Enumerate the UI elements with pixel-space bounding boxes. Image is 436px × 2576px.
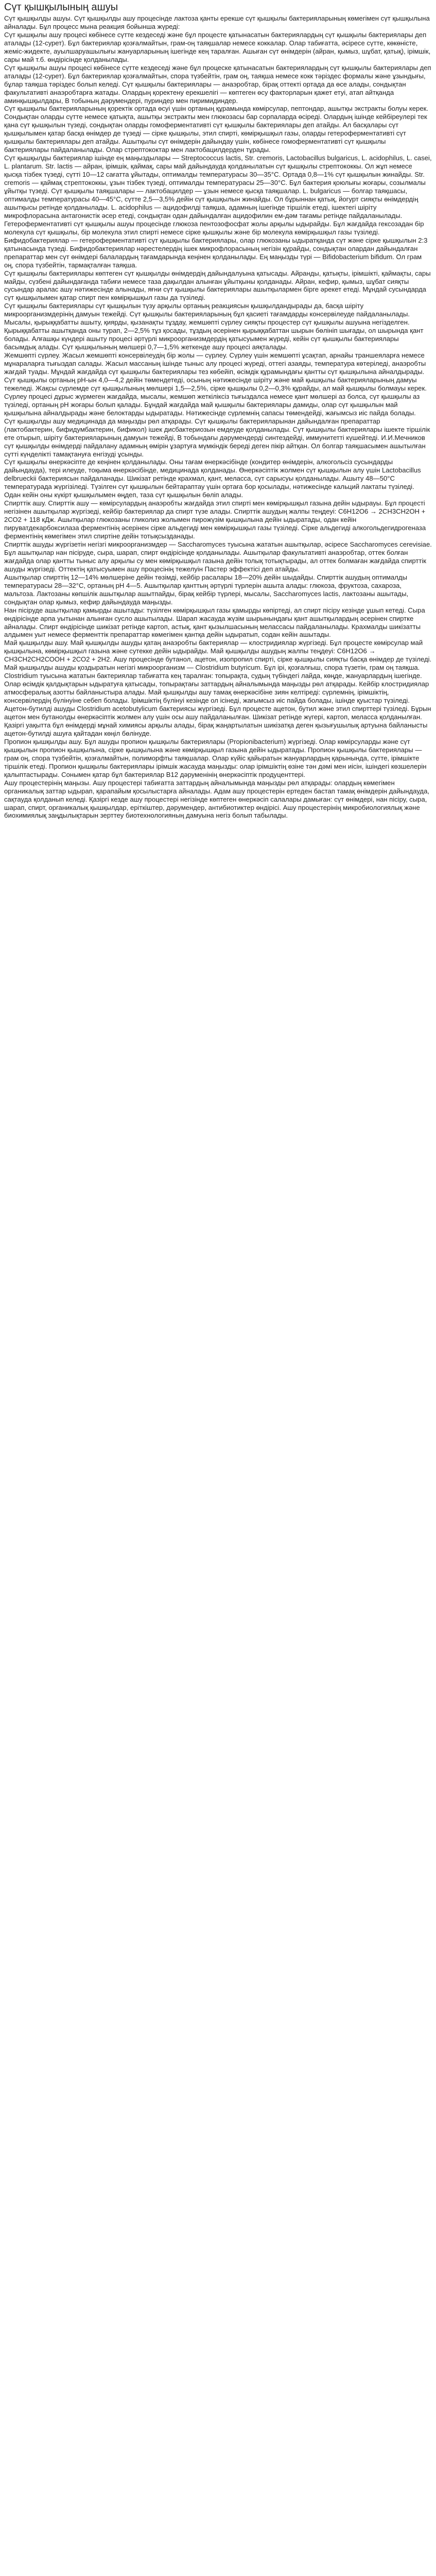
- paragraph: Сүт қышқылы бактериялары сүт қышқылын түзу арқылы ортаның реакциясын қышқылдандырады да, басқа шіріту микроорганизмдерінің дамуын тежейді. Сүт қышқылы бактерияларының бұл қасиеті тағамдарды консервілеуде пайдаланылады. Мысалы, қырыққабатты ашыту, қиярды, қызанақты тұздау, жемшөпті сүрлеу сияқты процестер сүт қышқылы ашуына негізделген. Қырыққабатты ашытқанда оны турап, 2—2,5% тұз қосады, тұздың әсерінен қырыққабаттан шырын бөлініп шығады, ол шырында қант болады. Алғашқы күндері ашыту процесі әртүрлі микроорганизмдердің қатысуымен жүреді, кейін сүт қышқылы бактериялары басымдық алады. Сүт қышқылының мөлшері 0,7—1,5% жеткенде ашу процесі аяқталады.: [4, 302, 424, 351]
- page-title: Сүт қышқылының ашуы: [4, 2, 118, 13]
- paragraph: Сүт қышқылды ашу медицинада да маңызды рөл атқарады. Сүт қышқылы бактерияларынан дайындалған препараттар (лактобактерин, бифидумбактерин, бификол) ішек дисбактериозын емдеуде қолданылады. Сүт қышқылы бактериялары ішекте тіршілік ете отырып, шіріту бактерияларының дамуын тежейді, В тобындағы дәрумендерді синтездейді, иммунитетті күшейтеді. И.И.Мечников сүт қышқылды өнімдерді пайдалану адамның өмірін ұзартуға мүмкіндік береді деген пікір айтқан. Ол болгар таяқшасымен ашытылған сүтті күнделікті тамақтануға енгізуді ұсынды.: [4, 417, 430, 458]
- article: [0, 0, 436, 820]
- paragraph: Сүт қышқылды бактериялар ішінде ең маңыздылары — Streptococcus lactis, Str. cremoris, Lactobacillus bulgaricus, L. acidophilus, L. casei, L. plantarum. Str. lactis — айран, ірімшік, қаймақ, сары май дайындауда қолданылатын сүт қышқылы стрептококкы. Ол жұп немесе қысқа тізбек түзеді, сүтті 10—12 сағатта ұйытады, оптималды температурасы 30—35°С. Ортада 0,8—1% сүт қышқылын жинайды. Str. cremoris — қаймақ стрептококкы, ұзын тізбек түзеді, оптималды температурасы 25—30°С. Бұл бактерия қоюлығы жоғары, созылмалы ұйытқы түзеді. Сүт қышқылы таяқшалары — лактобацилдер — ұзын немесе қысқа таяқшалар. L. bulgaricus — болгар таяқшасы, оптималды температурасы 40—45°С, сүтте 2,5—3,5% дейін сүт қышқылын жинайды. Ол бұрыннан қатық, йогурт сияқты өнімдердің ашытқысы ретінде қолданылады. L. acidophilus — ацидофилді таяқша, адамның ішегінде тіршілік етеді, ішектегі шіріту микрофлорасына антагонистік әсер етеді, сондықтан одан дайындалған ацидофилин ем-дәм тағамы ретінде пайдаланылады.: [4, 154, 432, 219]
- paragraph: Спирттік ашуды жүргізетін негізгі микроорганизмдер — Saccharomyces туысына жататын ашытқылар, әсіресе Saccharomyces cerevisiae. Бұл ашытқылар нан пісіруде, сыра, шарап, спирт өндірісінде қолданылады. Ашытқылар факультативті анаэробтар, оттек болған жағдайда олар қантты тыныс алу арқылы су мен көмірқышқыл газына дейін толық тотықтырады, ал оттек болмаған жағдайда спирттік ашуды жүргізеді. Оттектің қатысуымен ашу процесінің тежелуін Пастер эффектісі деп атайды.: [4, 540, 432, 573]
- paragraph: Ашу процестерінің маңызы. Ашу процестері табиғатта заттардың айналымында маңызды рөл атқарады: олардың көмегімен органикалық заттар ыдырап, қарапайым қосылыстарға айналады. Адам ашу процестерін ертеден бастап тамақ өнімдерін дайындауда, сақтауда қолданып келеді. Қазіргі кезде ашу процестері негізінде көптеген өнеркәсіп салалары дамыған: сүт өнімдері, нан пісіру, сыра, шарап, спирт, органикалық қышқылдар, еріткіштер, дәрумендер, антибиотиктер өндірісі. Ашу процестерінің микробиологиялық және биохимиялық заңдылықтарын зерттеу биотехнологияның дамуына негіз болып табылады.: [4, 778, 429, 820]
- paragraph: Сүт қышқылы ашуы процесі көбінесе сүтте кездеседі және бұл процеске қатынасатын бактериялардың сүт қышқылы бактериялары деп аталады (12-сурет). Бұл бактериялар қозғалмайтын, спора түзбейтін, грам оң, таяқша немесе кокк тәріздес формалы және ұзындығы, бұлар таяқша тәріздес болып келеді. Сүт қышқылы бактериялары — анаэробтар, бірақ оттекті ортада да өсе алады, сондықтан факультативті анаэробтарға жатады. Олардың қоректену ерекшелігі — көптеген өсу факторларын қажет етуі, атап айтқанда аминқышқылдары, В тобының дәрумендері, пуриндер мен пиримидиндер.: [4, 63, 431, 105]
- paragraph: Сүт қышқылы бактериялары көптеген сүт қышқылды өнімдердің дайындалуына қатысады. Айранды, қатықты, ірімшікті, қаймақты, сары майды, сүзбені дайындағанда табиғи немесе таза дақылдан алынған ұйытқыны қолданады. Айран, кефир, қымыз, шұбат сияқты сусындар аралас ашу нәтижесінде алынады, яғни сүт қышқылы бактериялары ашытқылармен бірге әрекет етеді. Мұндай сусындарда сүт қышқылымен қатар спирт пен көмірқышқыл газы да түзіледі.: [4, 269, 431, 302]
- paragraph: Спирттік ашу. Спирттік ашу — көмірсулардың анаэробты жағдайда этил спирті мен көмірқышқыл газына дейін ыдырауы. Бұл процесті негізінен ашытқылар жүргізеді, кейбір бактериялар да спирт түзе алады. Спирттік ашудың жалпы теңдеуі: С6Н12О6 → 2СН3СН2ОН + 2СО2 + 118 кДж. Ашытқылар глюкозаны гликолиз жолымен пирожүзім қышқылына дейін ыдыратады, одан кейін пируватдекарбоксилаза ферментінің әсерінен сірке альдегиді мен көмірқышқыл газы түзіледі. Сірке альдегиді алкогольдегидрогеназа ферментінің көмегімен этил спиртіне дейін тотықсызданады.: [4, 499, 426, 540]
- paragraph: Ацетон-бутилді ашуды Clostridium acetobutylicum бактериясы жүргізеді. Бұл процесте ацетон, бутил және этил спирттері түзіледі. Бұрын ацетон мен бутанолды өнеркәсіптік жолмен алу үшін осы ашу пайдаланылған. Шикізат ретінде жүгері, картоп, меласса қолданылған. Қазіргі уақытта бұл өнімдерді мұнай химиясы арқылы алады, бірақ жаңартылатын шикізатқа деген қызығушылық артуына байланысты ацетон-бутилді ашуға қайтадан көңіл бөлінуде.: [4, 705, 431, 737]
- article-body: [4, 14, 432, 820]
- paragraph: Май қышқылды ашу. Май қышқылды ашуды қатаң анаэробты бактериялар — клостридиялар жүргізеді. Бұл процесте көмірсулар май қышқылына, көмірқышқыл газына және сутекке дейін ыдырайды. Май қышқылды ашудың жалпы теңдеуі: С6Н12О6 → СН3СН2СН2СООН + 2СО2 + 2Н2. Ашу процесінде бутанол, ацетон, изопропил спирті, сірке қышқылы сияқты басқа өнімдер де түзіледі. Май қышқылды ашуды қоздыратын негізгі микроорганизм — Clostridium butyricum. Бұл ірі, қозғалғыш, спора түзетін, грам оң таяқша.: [4, 639, 432, 672]
- paragraph: Пропион қышқылды ашу. Бұл ашуды пропион қышқылы бактериялары (Propionibacterium) жүргізеді. Олар көмірсуларды және сүт қышқылын пропион қышқылына, сірке қышқылына және көмірқышқыл газына дейін ыдыратады. Пропион қышқылы бактериялары — грам оң, спора түзбейтін, қозғалмайтын, полиморфты таяқшалар. Олар күйіс қайыратын жануарлардың қарынында, сүтте, ірімшікте тіршілік етеді. Пропион қышқылы бактериялары ірімшік жасауда маңызды: олар ірімшіктің өзіне тән дәмі мен иісін, ішіндегі көзшелерін қалыптастырады. Сонымен қатар бұл бактериялар В12 дәруменінің өнеркәсіптік продуценттері.: [4, 737, 427, 778]
- paragraph: Сүт қышқылы ашу процесі көбінесе сүтте кездеседі және бұл процесте қатынасатын бактериялардың сүт қышқылы бактериялары деп аталады (12-сурет). Бұл бактериялар қозғалмайтын, грам-оң таяқшалар немесе коккалар. Олар табиғатта, әсіресе сүтте, көкөністе, жеміс-жидекте, ауылшаруашылығы жануарларының ішегінде кең таралған. Ашыған сүт өнімдерін (айран, қымыз, шұбат, қатық), ірімшік, сары май т.б. өндірісінде қолданылады.: [4, 30, 431, 63]
- paragraph: Сүрлеу процесі дұрыс жүрмеген жағдайда, мысалы, жемшөп жеткіліксіз тығыздалса немесе қант мөлшері аз болса, сүт қышқылы аз түзіледі, ортаның рН жоғары болып қалады. Бұндай жағдайда май қышқылы бактериялары дамиды, олар сүт қышқылын май қышқылына айналдырады және белоктарды ыдыратады. Нәтижесінде сүрлемнің сапасы төмендейді, жағымсыз иіс пайда болады.: [4, 392, 420, 417]
- paragraph: Сүт қышқылы бактерияларының қоректік ортада өсуі үшін ортаның құрамында көмірсулар, пептондар, ашытқы экстракты болуы керек. Сондықтан оларды сүтте немесе қатықта, ашытқы экстракты мен глюкозасы бар сорпаларда өсіреді. Олардың ішінде кейбіреулері тек қана сүт қышқылын түзеді, сондықтан оларды гомоферментативті сүт қышқылы бактериялары деп атайды. Ал басқалары сүт қышқылымен қатар басқа өнімдер де түзеді — сірке қышқылы, этил спирті, көмірқышқыл газы, оларды гетероферментативті сүт қышқылы бактериялары деп атайды. Ашытқылы сүт өнімдерін дайындау үшін, көбінесе гомоферментативті сүт қышқылы бактериялары пайдаланылады. Олар стрептококтар мен лактобацилдерден тұрады.: [4, 105, 428, 154]
- paragraph: Нан пісіруде ашытқылар қамырды ашытады: түзілген көмірқышқыл газы қамырды көпіртеді, ал спирт пісіру кезінде ұшып кетеді. Сыра өндірісінде арпа уытынан алынған сусло ашытылады. Шарап жасауда жүзім шырынындағы қант ашытқылардың әсерінен спиртке айналады. Спирт өндірісінде шикізат ретінде картоп, астық, қант қызылшасының мелассасы пайдаланылады. Крахмалды шикізатты алдымен уыт немесе ферменттік препараттар көмегімен қантқа дейін ыдыратып, содан кейін ашытады.: [4, 606, 425, 639]
- paragraph: Clostridium туысына жататын бактериялар табиғатта кең таралған: топырақта, судың түбіндегі лайда, көңде, жануарлардың ішегінде. Олар өсімдік қалдықтарын ыдыратуға қатысады, топырақтағы заттардың айналымында маңызды рөл атқарады. Кейбір клостридиялар атмосфералық азотты байланыстыра алады. Май қышқылды ашу тамақ өнеркәсібіне зиян келтіреді: сүрлемнің, ірімшіктің, консервілердің бүлінуіне себеп болады. Ірімшіктің бүлінуі кезінде ол ісінеді, жағымсыз иіс пайда болады, ішінде қуыстар түзіледі.: [4, 672, 429, 705]
- paragraph: Гетероферментативті сүт қышқылы ашуы процесінде глюкоза пентозофосфат жолы арқылы ыдырайды. Бұл жағдайда гексозадан бір молекула сүт қышқылы, бір молекула этил спирті немесе сірке қышқылы және бір молекула көмірқышқыл газы түзіледі.: [4, 219, 424, 236]
- paragraph: Сүт қышқылы өнеркәсіпте де кеңінен қолданылады. Оны тағам өнеркәсібінде (кондитер өнімдерін, алкогольсіз сусындарды дайындауда), тері илеуде, тоқыма өнеркәсібінде, медицинада қолданады. Өнеркәсіптік жолмен сүт қышқылын алу үшін Lactobacillus delbrueckii бактериясын пайдаланады. Шикізат ретінде крахмал, қант, меласса, сүт сарысуы қолданылады. Ашыту 48—50°С температурада жүргізіледі. Түзілген сүт қышқылын бейтараптау үшін ортаға бор қосылады, нәтижесінде кальций лактаты түзіледі. Одан кейін оны күкірт қышқылымен өңдеп, таза сүт қышқылын бөліп алады.: [4, 458, 421, 499]
- paragraph: Ашытқылар спирттің 12—14% мөлшеріне дейін төзімді, кейбір расалары 18—20% дейін шыдайды. Спирттік ашудың оптималды температурасы 28—32°С, ортаның рН 4—5. Ашытқылар қанттың әртүрлі түрлерін ашыта алады: глюкоза, фруктоза, сахароза, мальтоза. Лактозаны көпшілік ашытқылар ашытпайды, бірақ кейбір түрлері, мысалы, Saccharomyces lactis, лактозаны ашытады, сондықтан олар қымыз, кефир дайындауда маңызды.: [4, 573, 409, 606]
- paragraph: Сүт қышқылды ашуы. Сүт қышқылды ашу процесінде лактоза қанты ерекше сүт қышқылы бактерияларының көмегімен сүт қышқылына айналады. Бұл процесс мына реакция бойынша жүреді:: [4, 14, 430, 30]
- paragraph: Бифидобактериялар — гетероферментативті сүт қышқылы бактериялары, олар глюкозаны ыдыратқанда сүт және сірке қышқылын 2:3 қатынасында түзеді. Бифидобактериялар нәрестелердің ішек микрофлорасының негізін құрайды, сондықтан олардан дайындалған препараттар мен сүт өнімдері балалардың тағамдарында кеңінен қолданылады. Ең маңызды түрі — Bifidobacterium bifidum. Ол грам оң, спора түзбейтін, тармақталған таяқша.: [4, 236, 428, 269]
- paragraph: Жемшөпті сүрлеу. Жасыл жемшөпті консервілеудің бір жолы — сүрлеу. Сүрлеу үшін жемшөпті ұсақтап, арнайы траншеяларға немесе мұнараларға тығыздап салады. Жасыл массаның ішінде тыныс алу процесі жүреді, оттегі азаяды, температура көтеріледі, анаэробты жағдай туады. Мұндай жағдайда сүт қышқылы бактериялары тез көбейіп, өсімдік құрамындағы қантты сүт қышқылына айналдырады. Сүт қышқылы ортаның рН-ын 4,0—4,2 дейін төмендетеді, осының нәтижесінде шіріту және май қышқылы бактерияларының дамуы тежеледі. Жақсы сүрлемде сүт қышқылының мөлшері 1,5—2,5%, сірке қышқылы 0,2—0,3% құрайды, ал май қышқылы болмауы керек.: [4, 351, 427, 392]
